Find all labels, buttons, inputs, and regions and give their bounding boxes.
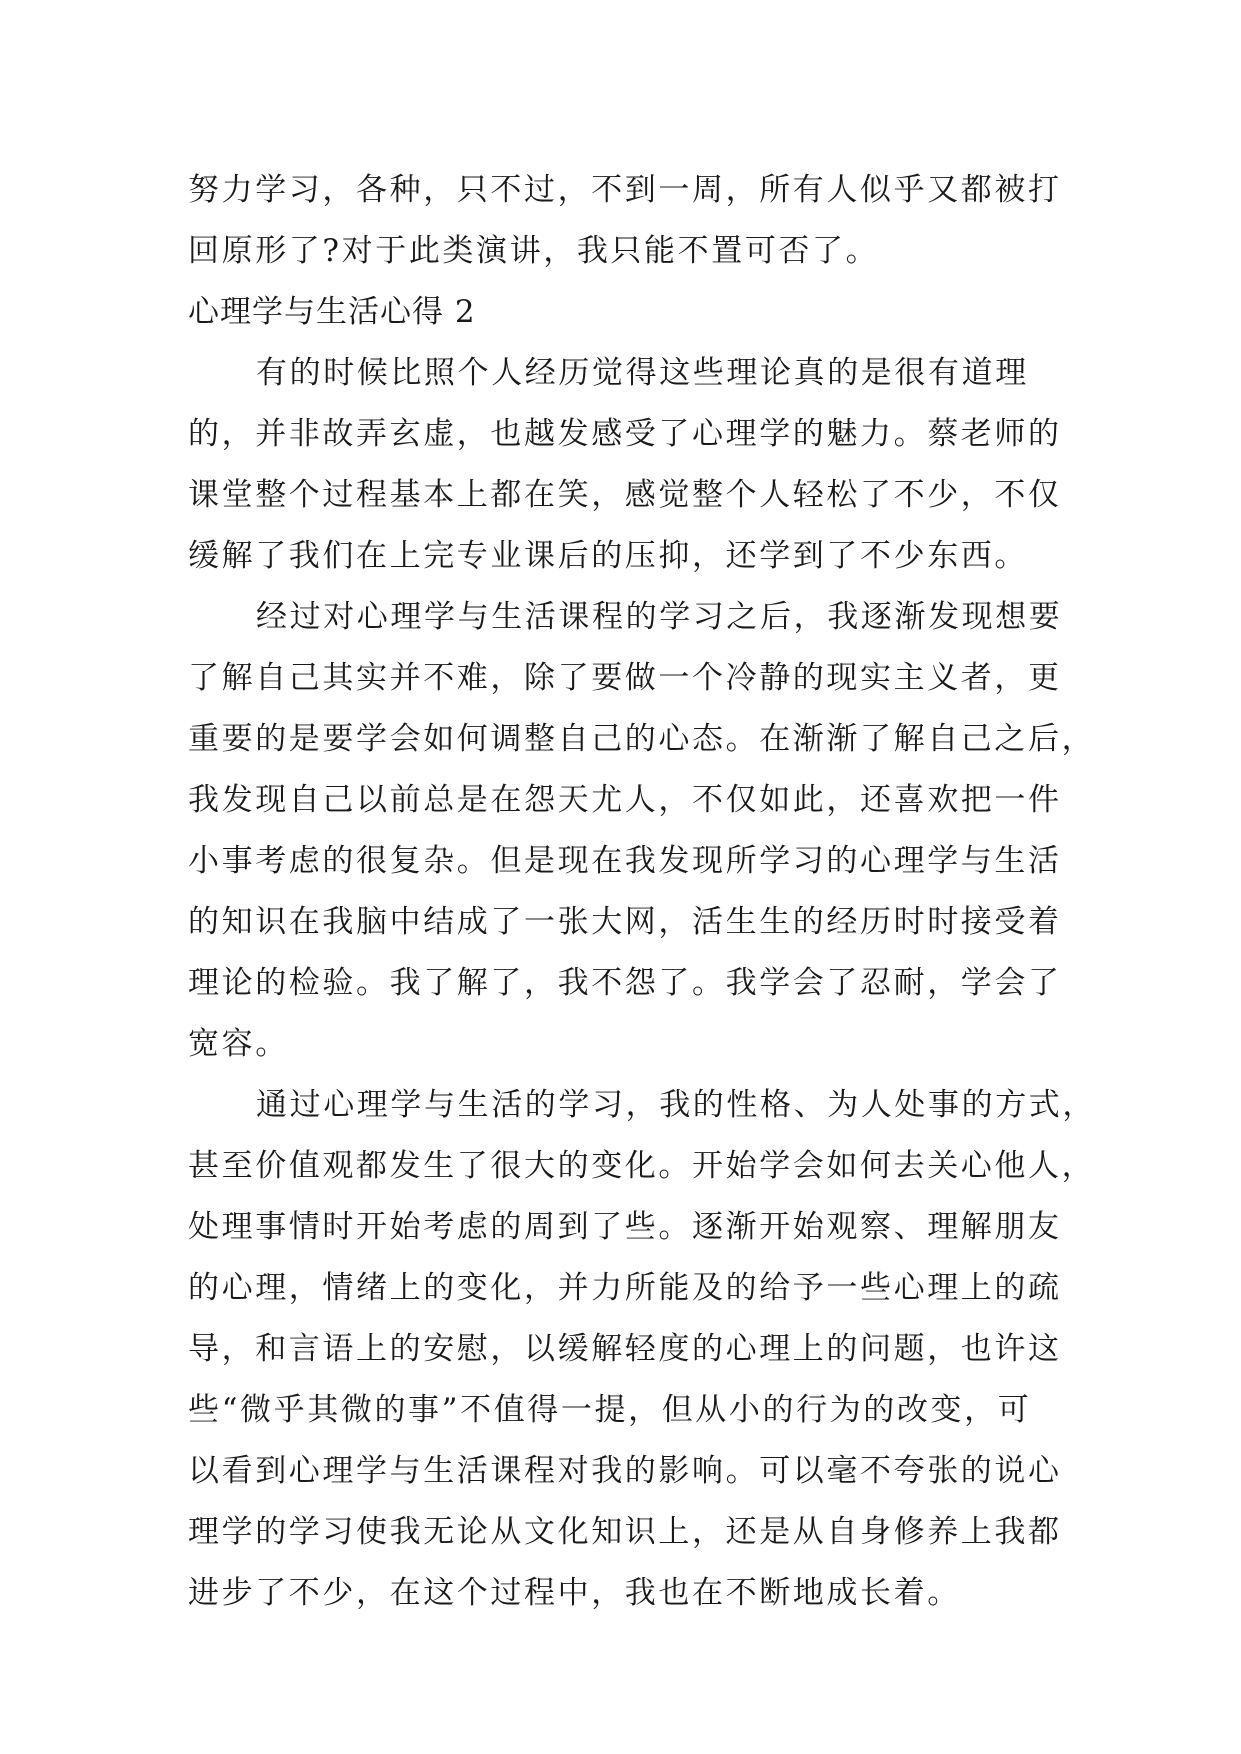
text-line: 理论的检验。我了解了，我不怨了。我学会了忍耐，学会了 xyxy=(188,965,1062,1001)
text-line: 的心理，情绪上的变化，并力所能及的给予一些心理上的疏 xyxy=(188,1270,1062,1306)
text-line: 缓解了我们在上完专业课后的压抑，还学到了不少东西。 xyxy=(188,538,1028,574)
text-line: 进步了不少，在这个过程中，我也在不断地成长着。 xyxy=(188,1575,961,1611)
text-line: 的，并非故弄玄虚，也越发感受了心理学的魅力。蔡老师的 xyxy=(188,416,1062,452)
text-line: 重要的是要学会如何调整自己的心态。在渐渐了解自己之后， xyxy=(188,721,1096,757)
text-line: 回原形了?对于此类演讲，我只能不置可否了。 xyxy=(188,233,880,269)
text-line: 导，和言语上的安慰，以缓解轻度的心理上的问题，也许这 xyxy=(188,1331,1062,1367)
document-body xyxy=(188,160,1096,1624)
text-line: 课堂整个过程基本上都在笑，感觉整个人轻松了不少，不仅 xyxy=(188,477,1062,513)
text-line: 了解自己其实并不难，除了要做一个冷静的现实主义者，更 xyxy=(188,660,1062,696)
section-heading: 心理学与生活心得 2 xyxy=(188,294,476,330)
text-line: 甚至价值观都发生了很大的变化。开始学会如何去关心他人， xyxy=(188,1148,1096,1184)
paragraph-first-line: 有的时候比照个人经历觉得这些理论真的是很有道理 xyxy=(256,355,1029,391)
text-line: 宽容。 xyxy=(188,1026,289,1062)
text-line: 处理事情时开始考虑的周到了些。逐渐开始观察、理解朋友 xyxy=(188,1209,1062,1245)
paragraph-first-line: 通过心理学与生活的学习，我的性格、为人处事的方式， xyxy=(256,1087,1096,1123)
text-line: 以看到心理学与生活课程对我的影响。可以毫不夸张的说心 xyxy=(188,1453,1062,1489)
text-line: 的知识在我脑中结成了一张大网，活生生的经历时时接受着 xyxy=(188,904,1062,940)
text-line: 理学的学习使我无论从文化知识上，还是从自身修养上我都 xyxy=(188,1514,1062,1550)
paragraph-first-line: 经过对心理学与生活课程的学习之后，我逐渐发现想要 xyxy=(256,599,1063,635)
text-line: 我发现自己以前总是在怨天尤人，不仅如此，还喜欢把一件 xyxy=(188,782,1062,818)
text-line: 小事考虑的很复杂。但是现在我发现所学习的心理学与生活 xyxy=(188,843,1062,879)
text-line: 努力学习，各种，只不过，不到一周，所有人似乎又都被打 xyxy=(188,172,1062,208)
text-line: 些“微乎其微的事”不值得一提，但从小的行为的改变，可 xyxy=(188,1392,1032,1428)
